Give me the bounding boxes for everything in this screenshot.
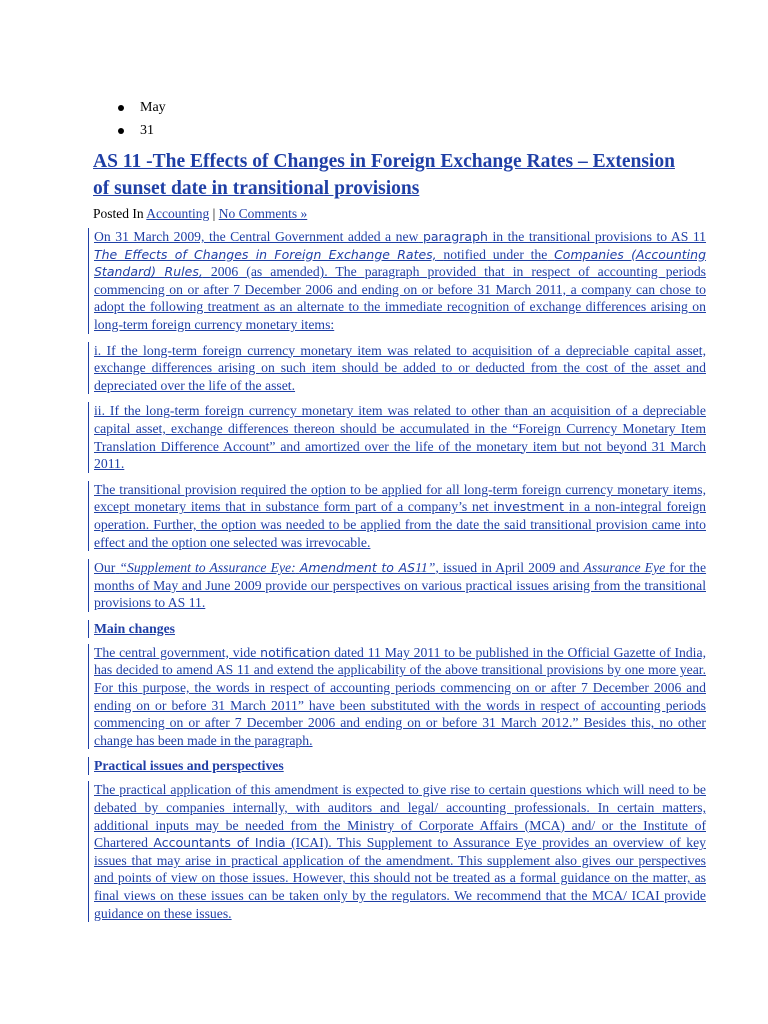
text-span: Accountants of India: [153, 835, 286, 851]
text-span-italic: Assurance Eye: [583, 560, 666, 576]
text-span: for the months of May and June 2009 provide our perspectives on various practical issues arising from the transitional provisions to AS 11.: [94, 560, 707, 611]
text-span: in a non-integral foreign operation. Further, the option was needed to be applied from the date the said transitional provision came into effect and the option one selected was irrevocable.: [94, 499, 706, 550]
category-link[interactable]: Accounting: [146, 206, 210, 221]
paragraph-main-changes: [88, 644, 706, 750]
post-date-month: May: [92, 98, 166, 121]
paragraph-transitional: [88, 481, 706, 551]
text-span-italic: Companies (Accounting Standard) Rules,: [94, 246, 707, 280]
paragraph-item-ii: ii. If the long-term foreign currency monetary item was related to other than an acquisition of a depreciable capital asset, exchange differences thereon should be accumulated in the “Foreign Currency Monetary Item Translation Difference Account” and amortized over the life of the monetary item but not beyond 31 March 2011.: [88, 402, 706, 472]
text-span: dated 11 May 2011 to be published in the Official Gazette of India, has decided to amend AS 11 and extend the applicability of the above transitional provisions by one more year. For this purpose, the words in respect of accounting periods commencing on or after 7 December 2006 and ending on or before 31 March 2011” have been substituted with the words in respect of accounting periods commencing on or after 7 December 2006 and ending on or before 31 March 2012.” Besides this, no other change has been made in the paragraph.: [94, 644, 706, 748]
post-meta: [93, 205, 307, 223]
post-date-day: 31: [92, 121, 166, 144]
text-span: The central government, vide: [94, 644, 257, 660]
text-span-italic: “Supplement to Assurance Eye:: [119, 560, 296, 576]
meta-separator: |: [212, 206, 216, 221]
text-span: Our: [94, 560, 116, 576]
posted-in-label: Posted In: [93, 206, 144, 221]
text-span: The practical application of this amendment is expected to give rise to certain questions which will need to be debated by companies internally, with auditors and legal/ accounting professionals. In certain matters, additional inputs may be needed from the Ministry of Corporate Affairs (MCA) and/ or the Institute of Chartered: [94, 782, 706, 851]
text-span: 2006 (as amended). The paragraph provided that in respect of accounting periods commencing on or after 7 December 2006 and ending on or before 31 March 2011, a company can chose to adopt the following treatment as an alternate to the immediate recognition of exchange differences arising on long-term foreign currency monetary items:: [94, 264, 707, 332]
text-span: On 31 March 2009, the Central Government added a new: [94, 229, 419, 244]
text-span: paragraph: [422, 229, 488, 244]
text-span: , issued in April 2009 and: [435, 560, 580, 576]
text-span: investment: [493, 499, 564, 515]
heading-practical-issues: Practical issues and perspectives: [88, 757, 706, 775]
text-span: The transitional provision required the option to be applied for all long-term foreign currency monetary items, except monetary items that in substance form part of a company’s net: [94, 481, 706, 515]
text-span-italic: 11”: [415, 560, 436, 576]
text-span: in the transitional provisions to AS 11: [492, 229, 707, 244]
comments-link[interactable]: No Comments »: [218, 206, 308, 221]
paragraph-item-i: i. If the long-term foreign currency monetary item was related to acquisition of a depreciable capital asset, exchange differences arising on such item should be added to or deducted from the cost of the asset and depreciated over the life of the asset.: [88, 342, 706, 395]
text-span-italic: Amendment to AS: [299, 560, 416, 576]
text-span: notified under the: [443, 246, 548, 262]
paragraph-intro: [88, 228, 706, 334]
paragraph-practical-issues: [88, 781, 706, 922]
post-title-link[interactable]: AS 11 -The Effects of Changes in Foreign Exchange Rates – Extension of sunset date in transitional provisions: [93, 151, 675, 199]
text-span: notification: [260, 644, 331, 660]
text-span-italic: The Effects of Changes in Foreign Exchange Rates,: [94, 246, 437, 262]
post-content: [88, 228, 706, 930]
text-span: (ICAI). This Supplement to Assurance Eye provides an overview of key issues that may arise in practical application of the amendment. This supplement also gives our perspectives and points of view on those issues. However, this should not be treated as a formal guidance on the matter, as final views on these issues can be taken only by the regulators. We recommend that the MCA/ ICAI provide guidance on these issues.: [94, 835, 706, 921]
post-date-list: [92, 98, 166, 144]
paragraph-supplement: [88, 559, 706, 612]
heading-main-changes: Main changes: [88, 620, 706, 638]
